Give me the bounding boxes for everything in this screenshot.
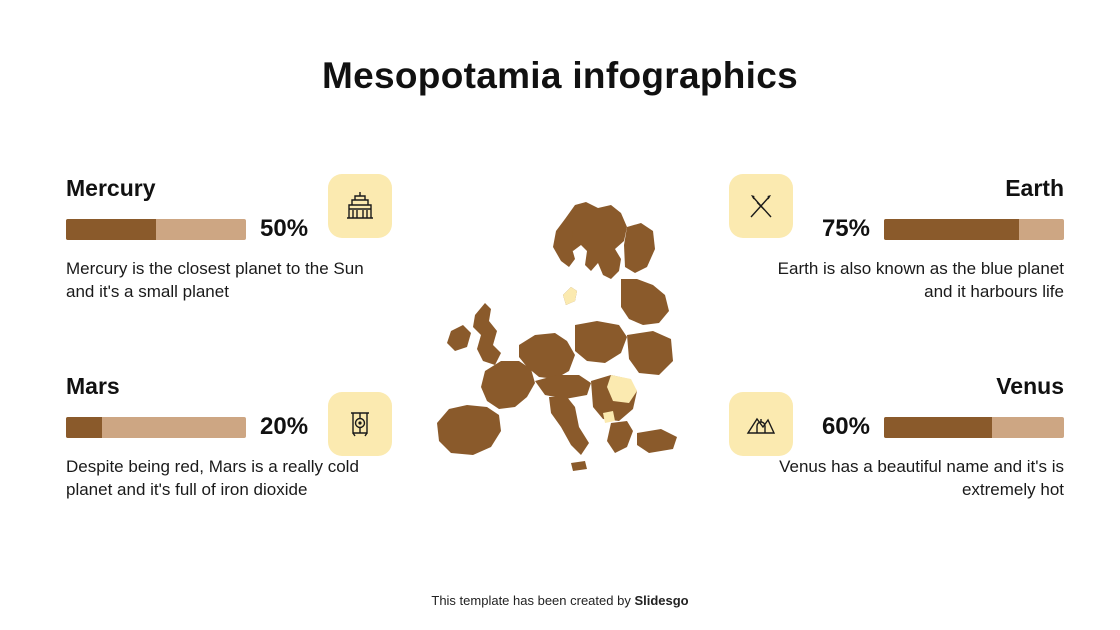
ziggurat-icon — [342, 188, 378, 224]
infographic-item-mars — [66, 373, 366, 502]
icon-tile-earth[interactable] — [729, 174, 793, 238]
icon-tile-venus[interactable] — [729, 392, 793, 456]
item-description-earth: Earth is also known as the blue planet and it harbours life — [777, 259, 1064, 301]
bar-row-venus — [764, 414, 1064, 440]
infographic-item-mercury — [66, 175, 366, 304]
progress-bar-venus — [884, 417, 1064, 438]
footer-brand-link[interactable]: Slidesgo — [634, 593, 689, 608]
europe-map-svg — [415, 175, 705, 485]
footer-text: This template has been created by — [431, 593, 635, 608]
item-description-mercury: Mercury is the closest planet to the Sun and it's a small planet — [66, 259, 364, 301]
item-heading-mercury: Mercury — [66, 175, 156, 201]
percent-label-earth: 75% — [821, 215, 870, 242]
percent-label-venus: 60% — [821, 413, 870, 440]
footer-credit — [0, 593, 1120, 608]
crossed-spears-icon — [743, 188, 779, 224]
progress-bar-earth — [884, 219, 1064, 240]
item-description-mars: Despite being red, Mars is a really cold planet and it's full of iron dioxide — [66, 457, 359, 499]
map-landmass — [437, 202, 677, 471]
progress-bar-mars — [66, 417, 246, 438]
progress-bar-fill-venus — [884, 417, 992, 438]
item-heading-venus: Venus — [996, 373, 1064, 399]
progress-bar-fill-mars — [66, 417, 102, 438]
item-heading-earth: Earth — [1005, 175, 1064, 201]
icon-tile-mars[interactable] — [328, 392, 392, 456]
percent-label-mercury: 50% — [260, 215, 309, 242]
bar-row-mars — [66, 414, 366, 440]
item-heading-mars: Mars — [66, 373, 120, 399]
progress-bar-mercury — [66, 219, 246, 240]
banner-standard-icon — [342, 406, 378, 442]
infographic-item-earth — [764, 175, 1064, 304]
item-description-venus: Venus has a beautiful name and it's is extremely hot — [779, 457, 1064, 499]
page-title: Mesopotamia infographics — [322, 55, 798, 96]
bar-row-earth — [764, 216, 1064, 242]
icon-tile-mercury[interactable] — [328, 174, 392, 238]
europe-map — [415, 175, 705, 485]
arch-gate-icon — [743, 406, 779, 442]
percent-label-mars: 20% — [260, 413, 309, 440]
bar-row-mercury — [66, 216, 366, 242]
progress-bar-fill-earth — [884, 219, 1019, 240]
progress-bar-fill-mercury — [66, 219, 156, 240]
infographic-item-venus — [764, 373, 1064, 502]
